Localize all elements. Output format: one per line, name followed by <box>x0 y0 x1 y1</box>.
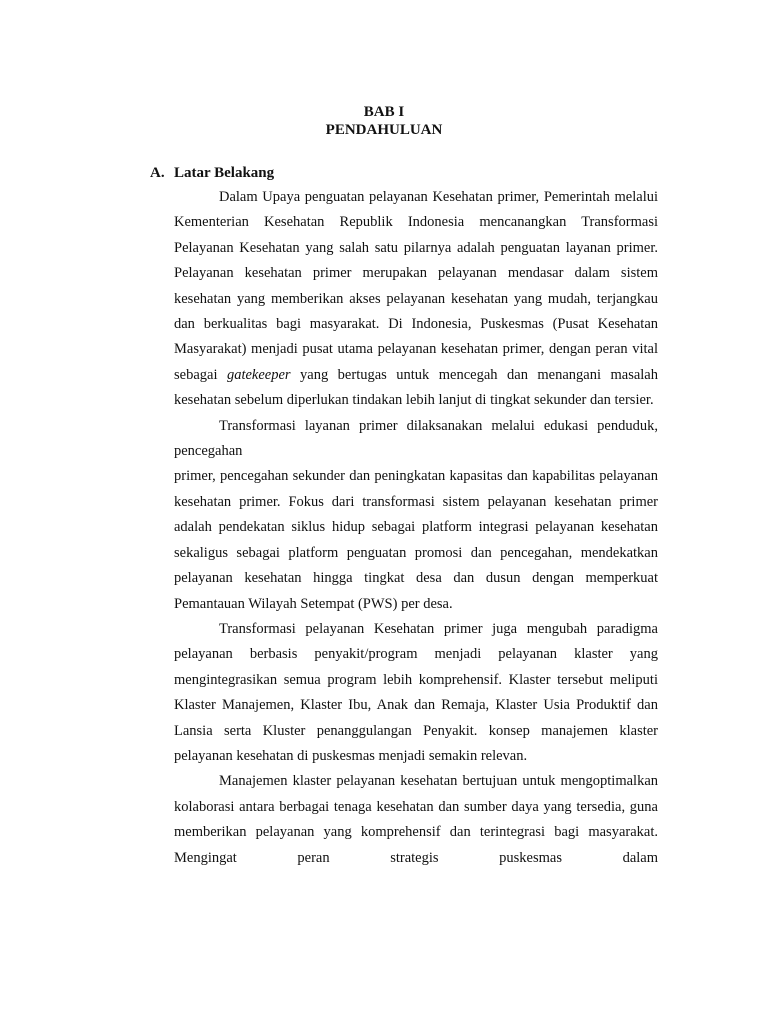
section-marker: A. <box>150 165 165 181</box>
chapter-label: BAB I <box>363 104 405 120</box>
paragraph-2-continuation: primer, pencegahan sekunder dan peningkatan kapasitas dan kapabilitas pelayanan kesehatan primer. Fokus dari transformasi sistem pelayanan kesehatan primer adalah pendekatan siklus hidup sebagai platform integrasi pelayanan kesehatan sekaligus sebagai platform penguatan promosi dan pencegahan, mendekatkan pelayanan kesehatan hingga tingkat desa dan dusun dengan memperkuat Pemantauan Wilayah Setempat (PWS) per desa. <box>174 468 658 612</box>
section-latar-belakang <box>150 164 660 871</box>
paragraph-3: Transformasi pelayanan Kesehatan primer juga mengubah paradigma pelayanan berbasis penyakit/program menjadi pelayanan klaster yang mengintegrasikan semua program lebih komprehensif. Klaster tersebut meliputi Klaster Manajemen, Klaster Ibu, Anak dan Remaja, Klaster Usia Produktif dan Lansia serta Kluster penanggulangan Penyakit. konsep manajemen klaster pelayanan kesehatan di puskesmas menjadi semakin relevan. <box>174 620 658 764</box>
section-heading <box>150 164 660 182</box>
body-text <box>174 185 658 871</box>
chapter-heading <box>0 103 768 139</box>
section-title: Latar Belakang <box>174 165 275 181</box>
paragraph-2-first-line: Transformasi layanan primer dilaksanakan melalui edukasi penduduk, pencegahan <box>174 417 658 460</box>
chapter-title: PENDAHULUAN <box>325 122 443 138</box>
paragraph-1-text-start: Dalam Upaya penguatan pelayanan Kesehatan primer, Pemerintah melalui Kementerian Kesehatan Republik Indonesia mencanangkan Transformasi Pelayanan Kesehatan yang salah satu pilarnya adalah penguatan layanan primer. Pelayanan kesehatan primer merupakan pelayanan mendasar dalam sistem kesehatan yang memberikan akses pelayanan kesehatan yang mudah, terjangkau dan berkualitas bagi masyarakat. Di Indonesia, Puskesmas (Pusat Kesehatan Masyarakat) menjadi pusat utama pelayanan kesehatan primer, dengan peran vital sebagai <box>174 189 658 383</box>
paragraph-1 <box>174 185 658 414</box>
paragraph-1-text-end: yang bertugas untuk mencegah dan menangani masalah kesehatan sebelum diperlukan tindakan lebih lanjut di tingkat sekunder dan tersier. <box>174 366 658 409</box>
paragraph-4: Manajemen klaster pelayanan kesehatan bertujuan untuk mengoptimalkan kolaborasi antara berbagai tenaga kesehatan dan sumber daya yang tersedia, guna memberikan pelayanan yang komprehensif dan terintegrasi bagi masyarakat. Mengingat peran strategis puskesmas dalam <box>174 773 658 866</box>
paragraph-1-italic-term: gatekeeper <box>226 366 291 383</box>
